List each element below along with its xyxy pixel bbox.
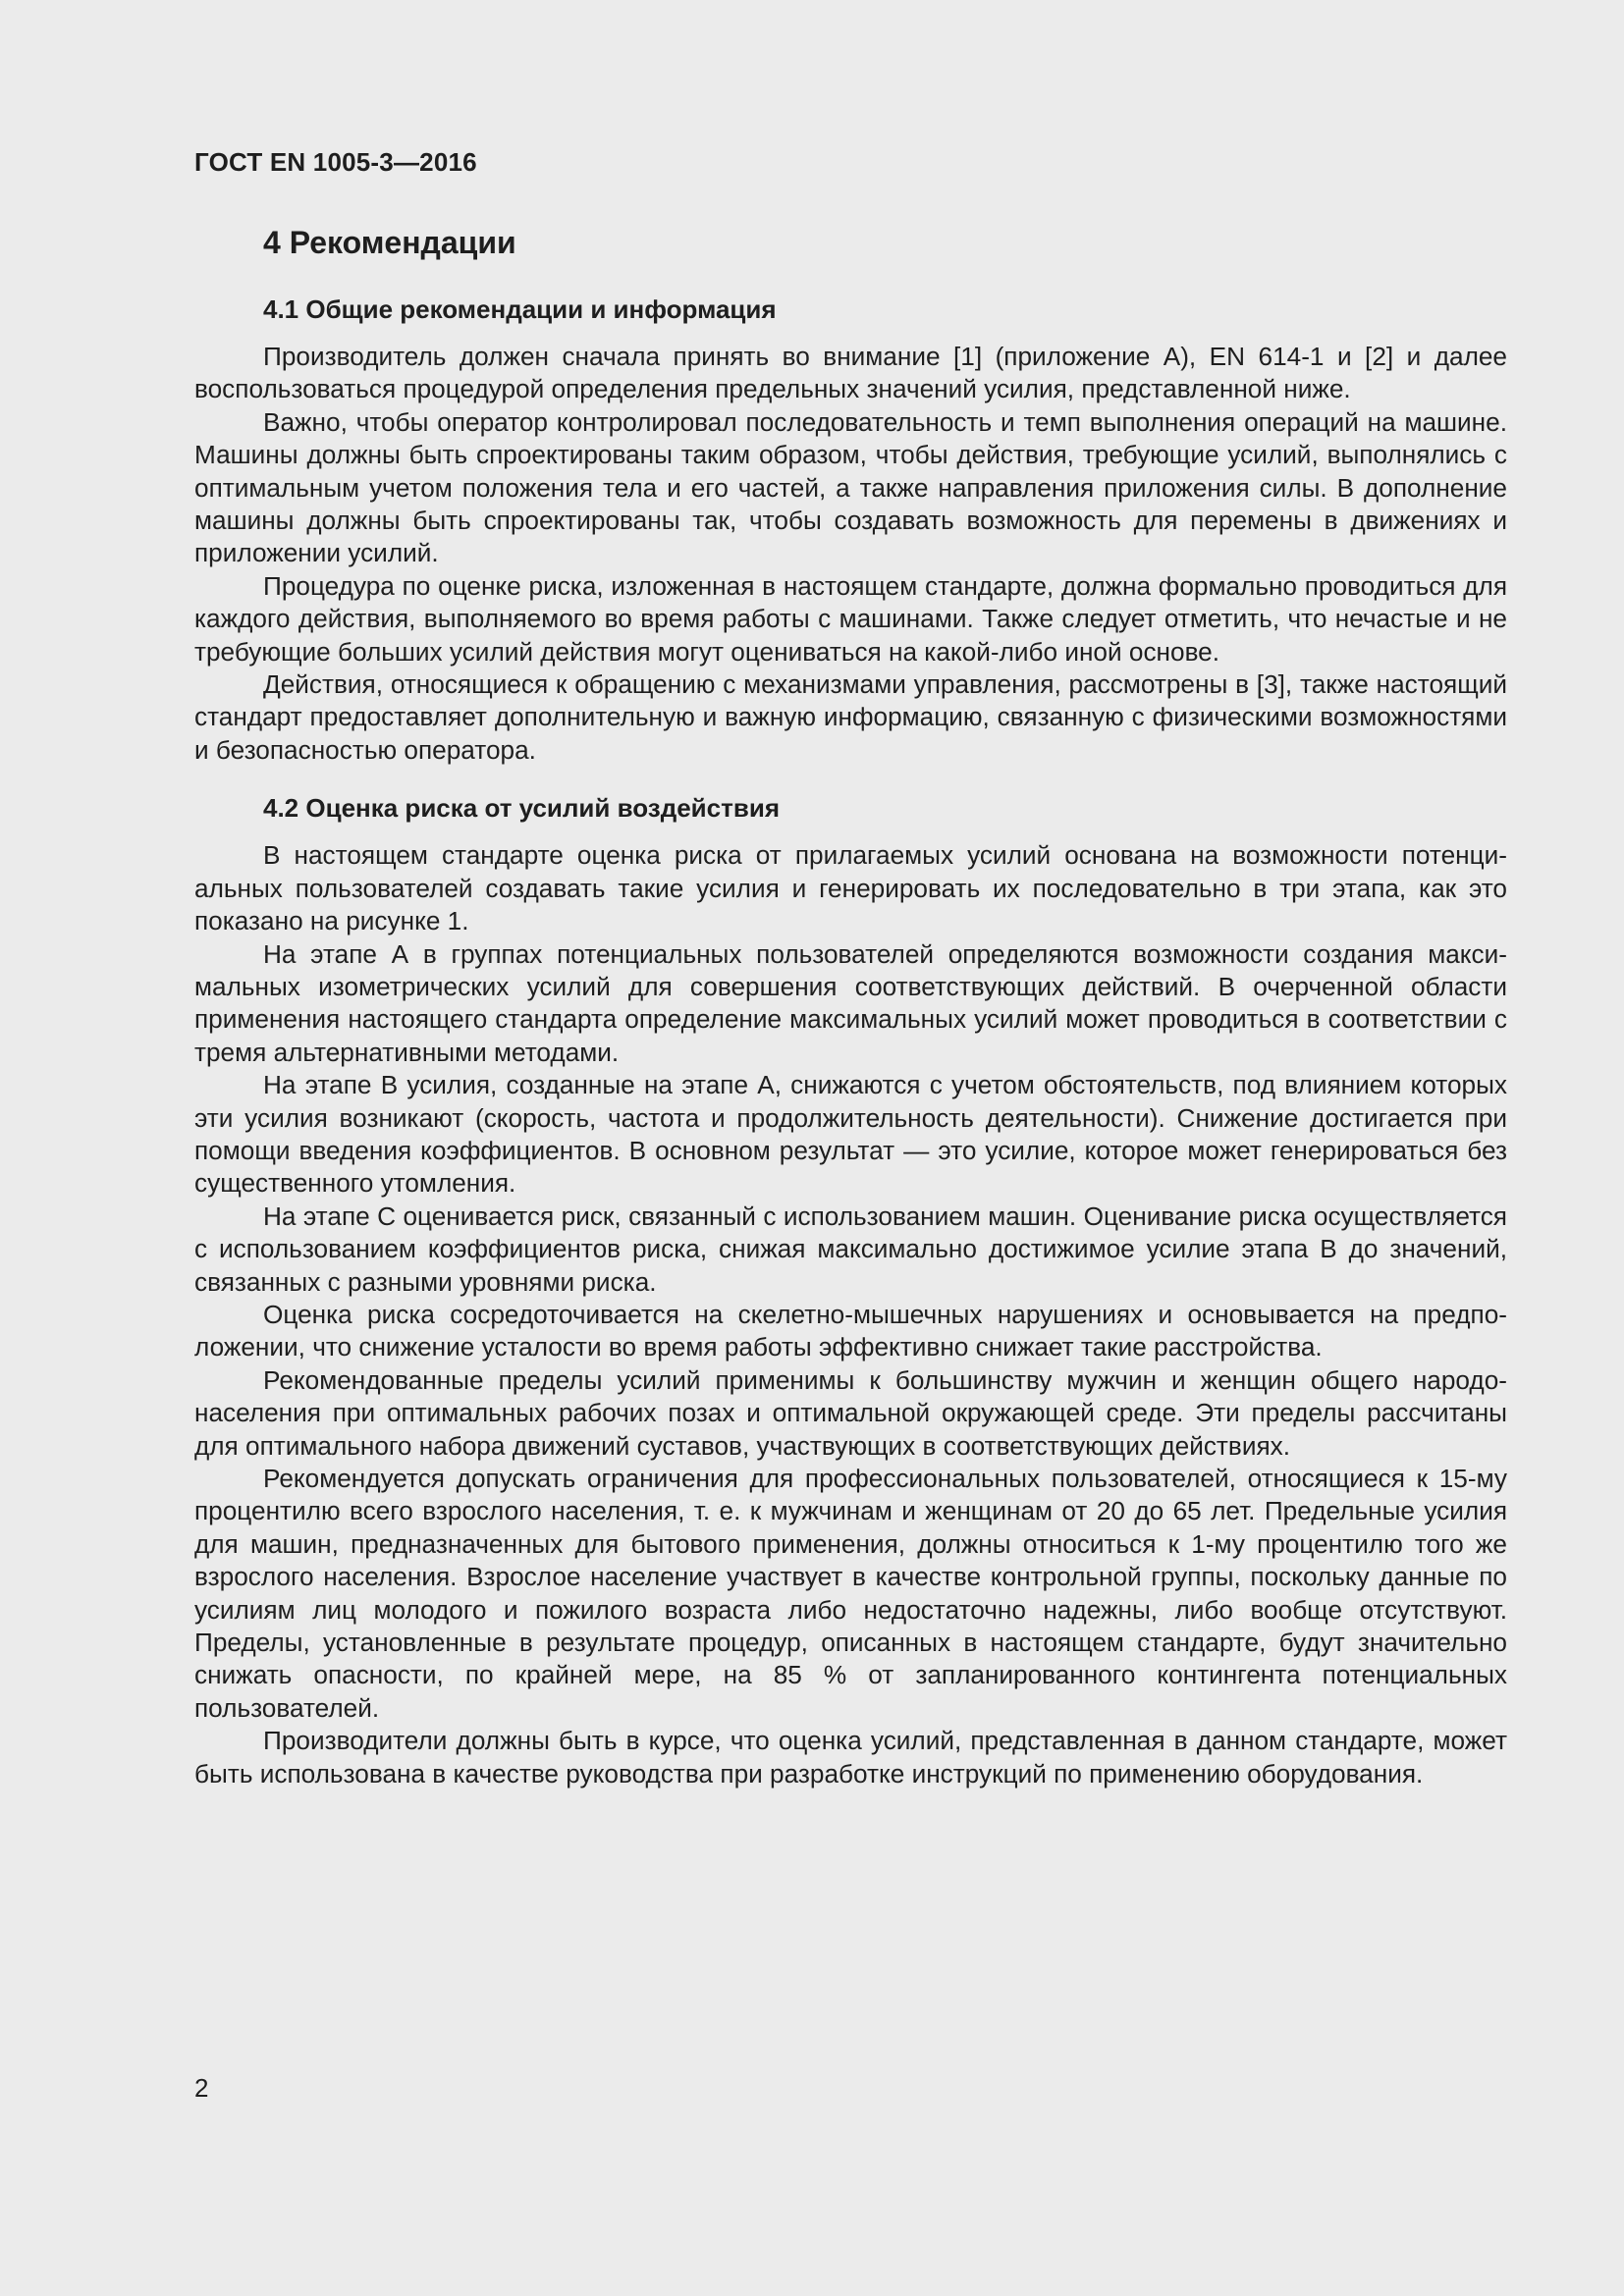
main-content [194, 221, 1507, 1790]
paragraph: Рекомендуется допускать ограничения для профессиональных пользователей, относящиеся к 15-му процентилю всего взрослого населения, т. е. к мужчинам и женщинам от 20 до 65 лет. Предельные усилия для машин, предназначенных для бытового применения, должны относиться к 1-му процентилю того же взрослого населения. Взрослое население участвует в качестве контрольной группы, поскольку данные по усилиям лиц молодого и пожилого возраста либо недостаточно надежны, либо вообще отсутствуют. Пределы, установленные в результате процедур, описанных в настоящем стандарте, будут значительно снижать опасности, по крайней мере, на 85 % от запланированного контингента потенциальных пользователей. [194, 1464, 1507, 1723]
paragraph: Важно, чтобы оператор контролировал последовательность и темп выполнения операций на машине. Машины должны быть спроектированы таким образом, чтобы действия, требующие усилий, выполнялись с оптимальным учетом положения тела и его частей, а также направления приложения силы. В дополнение машины должны быть спроектированы так, чтобы создавать возможность для перемены в движениях и приложении усилий. [194, 406, 1507, 568]
paragraph: На этапе А в группах потенциальных пользователей определяются возможности создания максимальных изометрических усилий для совершения соответствующих действий. В очерченной области применения настоящего стандарта определение максимальных усилий может проводиться в соответствии с тремя альтернативными методами. [194, 938, 1507, 1067]
section-title: 4 Рекомендации [263, 225, 516, 260]
paragraph: Процедура по оценке риска, изложенная в настоящем стандарте, должна формально проводиться для каждого действия, выполняемого во время работы с машинами. Также следует отметить, что нечастые и не требующие больших усилий действия могут оцениваться на какой-либо иной основе. [194, 570, 1507, 667]
paragraph: Рекомендованные пределы усилий применимы к большинству мужчин и женщин общего народонаселения при оптимальных рабочих позах и оптимальной окружающей среде. Эти пределы рассчитаны для оптимального набора движений суставов, участвующих в соответствующих действиях. [194, 1364, 1507, 1461]
page-number: 2 [194, 2073, 209, 2103]
paragraph: Оценка риска сосредоточивается на скелетно-мышечных нарушениях и основывается на предположении, что снижение усталости во время работы эффективно снижает такие расстройства. [194, 1299, 1507, 1362]
paragraph: Производитель должен сначала принять во внимание [1] (приложение А), EN 614-1 и [2] и далее воспользоваться процедурой определения предельных значений усилия, представленной ниже. [194, 342, 1507, 404]
paragraph: На этапе В усилия, созданные на этапе А, снижаются с учетом обстоятельств, под влиянием которых эти усилия возникают (скорость, частота и продолжительность деятельности). Снижение достигается при помощи введения коэффициентов. В основном результат — это усилие, которое может генерироваться без существенного утомления. [194, 1070, 1507, 1199]
paragraph: В настоящем стандарте оценка риска от прилагаемых усилий основана на возможности потенциальных пользователей создавать такие усилия и генерировать их последовательно в три этапа, как это показано на рисунке 1. [194, 840, 1507, 936]
paragraph: На этапе С оценивается риск, связанный с использованием машин. Оценивание риска осуществляется с использованием коэффициентов риска, снижая максимально достижимое усилие этапа В до значений, связанных с разными уровнями риска. [194, 1201, 1507, 1297]
paragraph: Действия, относящиеся к обращению с механизмами управления, рассмотрены в [3], также настоящий стандарт предоставляет дополнительную и важную информацию, связанную с физическими возможностями и безопасностью оператора. [194, 669, 1507, 765]
paragraph: Производители должны быть в курсе, что оценка усилий, представленная в данном стандарте, может быть использована в качестве руководства при разработке инструкций по применению оборудования. [194, 1726, 1507, 1789]
subsection-title-general: 4.1 Общие рекомендации и информация [263, 294, 777, 324]
subsection-title-risk-assessment: 4.2 Оценка риска от усилий воздействия [263, 793, 780, 824]
document-id-header: ГОСТ EN 1005-3—2016 [194, 147, 477, 177]
